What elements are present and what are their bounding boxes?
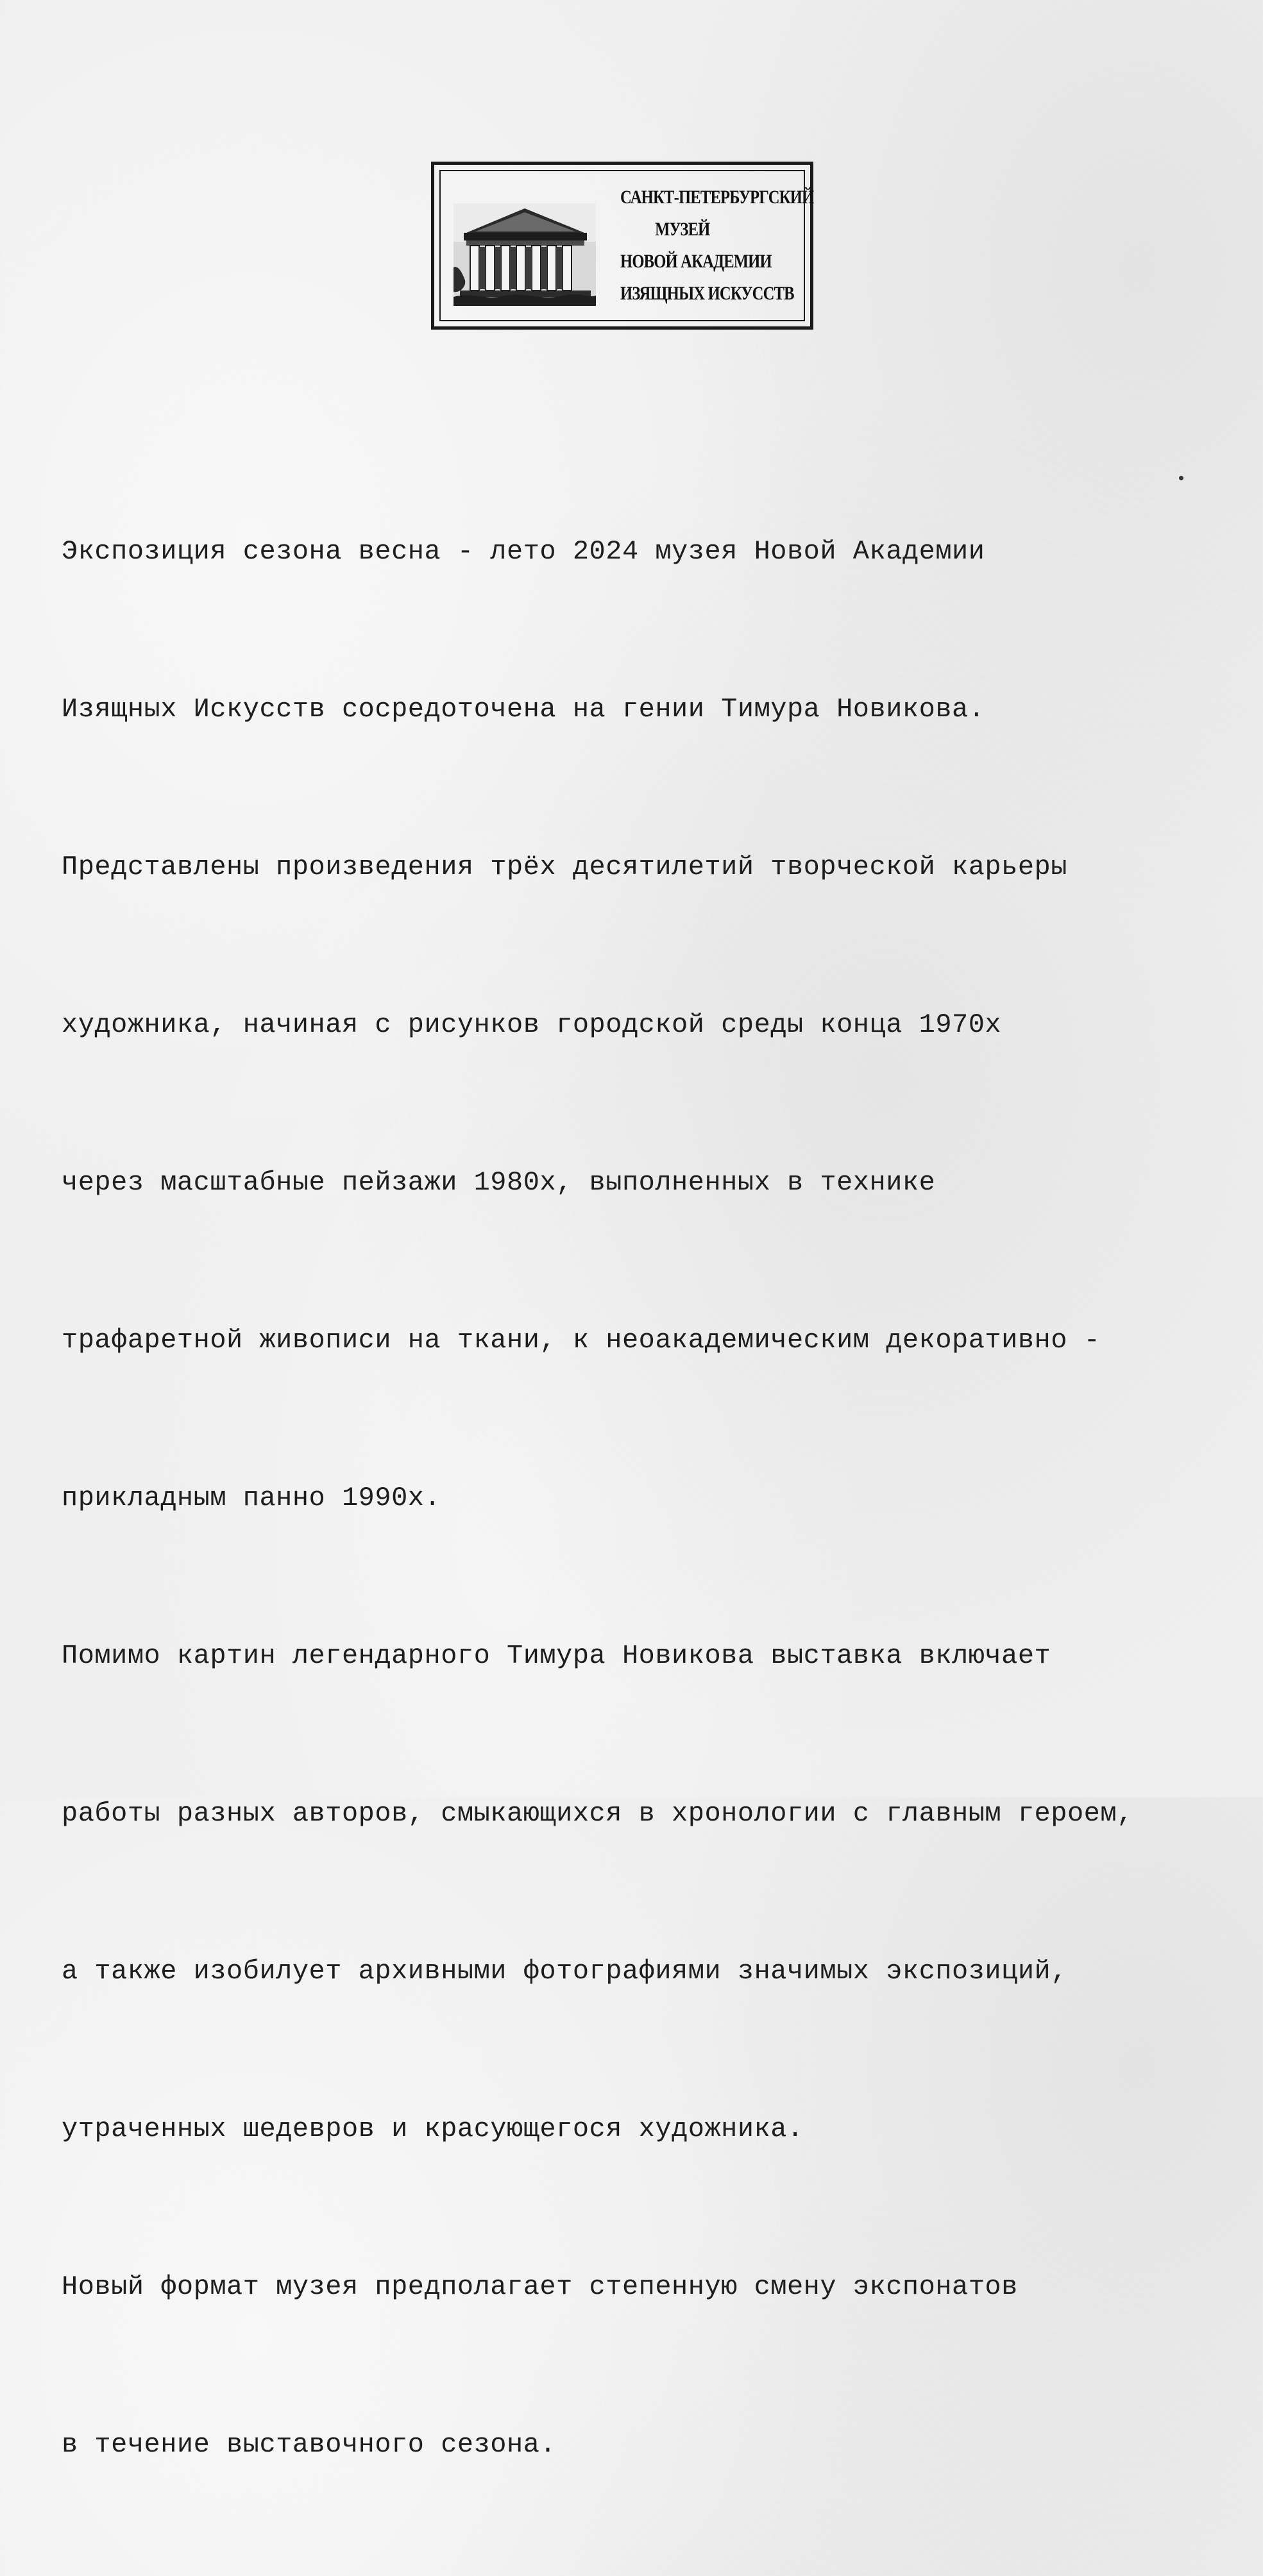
stamp-line-arts: ИЗЯЩНЫХ ИСКУССТВ bbox=[620, 283, 794, 304]
museum-stamp bbox=[431, 162, 813, 330]
text-line: прикладным панно 1990х. bbox=[62, 1483, 441, 1513]
text-line: работы разных авторов, смыкающихся в хронологии с главным героем, bbox=[62, 1798, 1133, 1829]
text-line: а также изобилует архивными фотографиями значимых экспозиций, bbox=[62, 1956, 1067, 1987]
text-line: художника, начиная с рисунков городской среды конца 1970х bbox=[62, 1009, 1002, 1040]
text-line: утраченных шедевров и красующегося художника. bbox=[62, 2114, 804, 2144]
document-body bbox=[62, 420, 1216, 2576]
text-line: Изящных Искусств сосредоточена на гении Тимура Новикова. bbox=[62, 694, 985, 725]
temple-icon bbox=[453, 203, 596, 306]
text-line: в течение выставочного сезона. bbox=[62, 2429, 557, 2460]
paper-speck bbox=[1179, 476, 1183, 480]
stamp-line-academy: НОВОЙ АКАДЕМИИ bbox=[620, 251, 772, 272]
text-line: Помимо картин легендарного Тимура Новикова выставка включает bbox=[62, 1640, 1051, 1671]
text-line: Экспозиция сезона весна - лето 2024 музея Новой Академии bbox=[62, 536, 985, 567]
text-line: трафаретной живописи на ткани, к неоакадемическим декоративно - bbox=[62, 1325, 1101, 1356]
stamp-line-city: САНКТ-ПЕТЕРБУРГСКИЙ bbox=[620, 187, 814, 208]
stamp-line-museum: МУЗЕЙ bbox=[655, 219, 710, 240]
stamp-text bbox=[620, 181, 814, 310]
text-line: Представлены произведения трёх десятилетий творческой карьеры bbox=[62, 852, 1067, 882]
text-line: через масштабные пейзажи 1980х, выполненных в технике bbox=[62, 1167, 936, 1198]
text-line: Новый формат музея предполагает степенную смену экспонатов bbox=[62, 2271, 1018, 2302]
